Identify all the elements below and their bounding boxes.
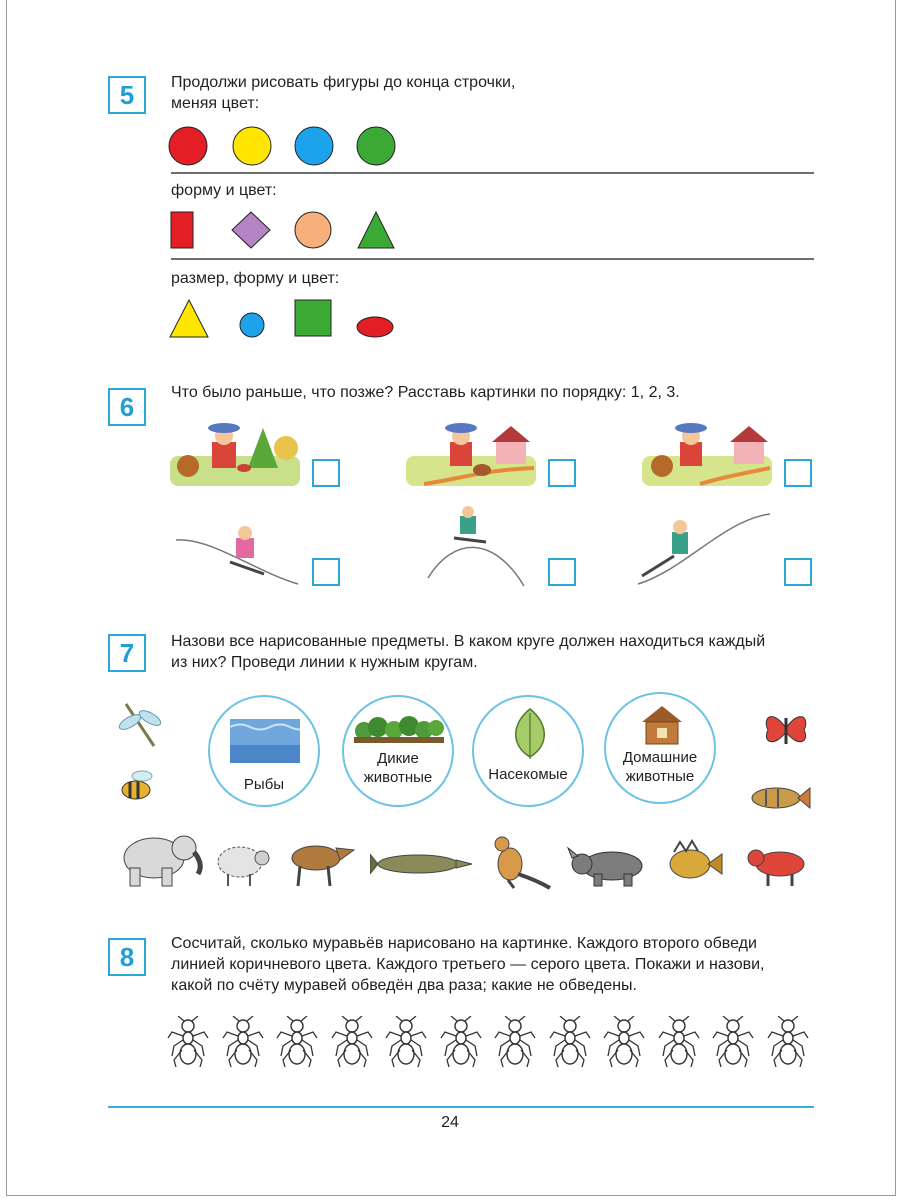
row3-size-shape-color — [165, 296, 405, 342]
footer-rule — [108, 1106, 814, 1108]
order-box-5[interactable] — [548, 558, 576, 586]
small-blue-circle-shape — [240, 313, 264, 337]
circle-wild-label-1: Дикие — [377, 750, 419, 767]
picture-girl-sledding-down — [172, 520, 302, 590]
order-box-2[interactable] — [548, 459, 576, 487]
circle-wild-label-2: животные — [363, 769, 433, 786]
ant-icon[interactable] — [602, 1016, 646, 1068]
green-circle-shape — [357, 127, 395, 165]
row1-color-circles — [165, 124, 405, 168]
bee-icon[interactable] — [116, 766, 162, 806]
order-box-3[interactable] — [784, 459, 812, 487]
picture-girl-on-hilltop — [424, 506, 534, 590]
blue-circle-shape — [295, 127, 333, 165]
circle-wild-animals[interactable] — [342, 695, 454, 807]
ant-icon[interactable] — [275, 1016, 319, 1068]
circle-insects[interactable] — [472, 695, 584, 807]
picture-girl-climbing-hill — [634, 500, 774, 590]
forest-icon — [354, 713, 444, 743]
ant-icon[interactable] — [548, 1016, 592, 1068]
drawing-line-1[interactable] — [171, 172, 814, 174]
sheep-icon[interactable] — [212, 840, 272, 888]
ant-icon[interactable] — [711, 1016, 755, 1068]
peach-circle-shape — [295, 212, 331, 248]
purple-diamond-shape — [232, 212, 270, 248]
ant-row — [166, 1016, 816, 1070]
task-6-number: 6 — [108, 388, 146, 426]
circle-domestic-label-2: животные — [625, 768, 695, 785]
drawing-line-2[interactable] — [171, 258, 814, 260]
ant-icon[interactable] — [166, 1016, 210, 1068]
wolf-icon[interactable] — [284, 828, 356, 888]
task-5-instruction-line2: меняя цвет: — [171, 95, 260, 112]
pike-fish-icon[interactable] — [370, 846, 474, 882]
red-rectangle-shape — [171, 212, 193, 248]
order-box-1[interactable] — [312, 459, 340, 487]
water-icon — [230, 719, 300, 763]
circle-fish-label: Рыбы — [243, 776, 285, 793]
task-8-number: 8 — [108, 938, 146, 976]
task-8-instruction-line3: какой по счёту муравей обведён два раза; какие не обведены. — [171, 977, 637, 994]
circle-fish[interactable] — [208, 695, 320, 807]
order-box-4[interactable] — [312, 558, 340, 586]
page-number: 24 — [441, 1114, 459, 1131]
task-7-instruction-line1: Назови все нарисованные предметы. В каком круге должен находиться каждый — [171, 633, 766, 650]
elephant-icon[interactable] — [112, 824, 204, 888]
task-7-instruction-line2: из них? Проведи линии к нужным кругам. — [171, 654, 478, 671]
picture-boy-leaving-house — [640, 418, 775, 490]
yellow-circle-shape — [233, 127, 271, 165]
task-7-number: 7 — [108, 634, 146, 672]
ant-icon[interactable] — [330, 1016, 374, 1068]
ant-icon[interactable] — [766, 1016, 810, 1068]
log-house-icon — [640, 704, 684, 746]
task-5-instruction-line1: Продолжи рисовать фигуры до конца строчки, — [171, 74, 516, 91]
leaf-icon — [510, 707, 550, 761]
kangaroo-icon[interactable] — [484, 830, 552, 890]
butterfly-icon[interactable] — [762, 708, 810, 750]
circle-domestic-animals[interactable] — [604, 692, 716, 804]
ruffe-fish-icon[interactable] — [662, 836, 724, 888]
rhinoceros-icon[interactable] — [566, 844, 650, 888]
dragonfly-icon[interactable] — [118, 700, 164, 752]
row2-shape-color — [165, 208, 405, 254]
ant-icon[interactable] — [384, 1016, 428, 1068]
red-circle-shape — [169, 127, 207, 165]
task-8-instruction-line1: Сосчитай, сколько муравьёв нарисовано на картинке. Каждого второго обведи — [171, 935, 757, 952]
ant-icon[interactable] — [493, 1016, 537, 1068]
task-6-instruction: Что было раньше, что позже? Расставь картинки по порядку: 1, 2, 3. — [171, 384, 680, 401]
circle-insects-label: Насекомые — [488, 766, 568, 783]
ant-icon[interactable] — [221, 1016, 265, 1068]
ant-icon[interactable] — [657, 1016, 701, 1068]
red-ellipse-shape — [357, 317, 393, 337]
picture-boy-walking-to-house — [404, 418, 539, 490]
task-5-number: 5 — [108, 76, 146, 114]
ant-icon[interactable] — [439, 1016, 483, 1068]
perch-fish-icon[interactable] — [746, 780, 812, 816]
yellow-triangle-shape — [170, 300, 208, 337]
green-triangle-shape — [358, 212, 394, 248]
task-5-sub-shape-color: форму и цвет: — [171, 182, 277, 199]
order-box-6[interactable] — [784, 558, 812, 586]
task-8-instruction-line2: линией коричневого цвета. Каждого третьего — серого цвета. Покажи и назови, — [171, 956, 765, 973]
cow-icon[interactable] — [744, 842, 812, 888]
picture-boy-picking-mushrooms — [168, 418, 303, 490]
task-5-sub-size-shape-color: размер, форму и цвет: — [171, 270, 340, 287]
circle-domestic-label-1: Домашние — [622, 749, 698, 766]
green-square-shape — [295, 300, 331, 336]
